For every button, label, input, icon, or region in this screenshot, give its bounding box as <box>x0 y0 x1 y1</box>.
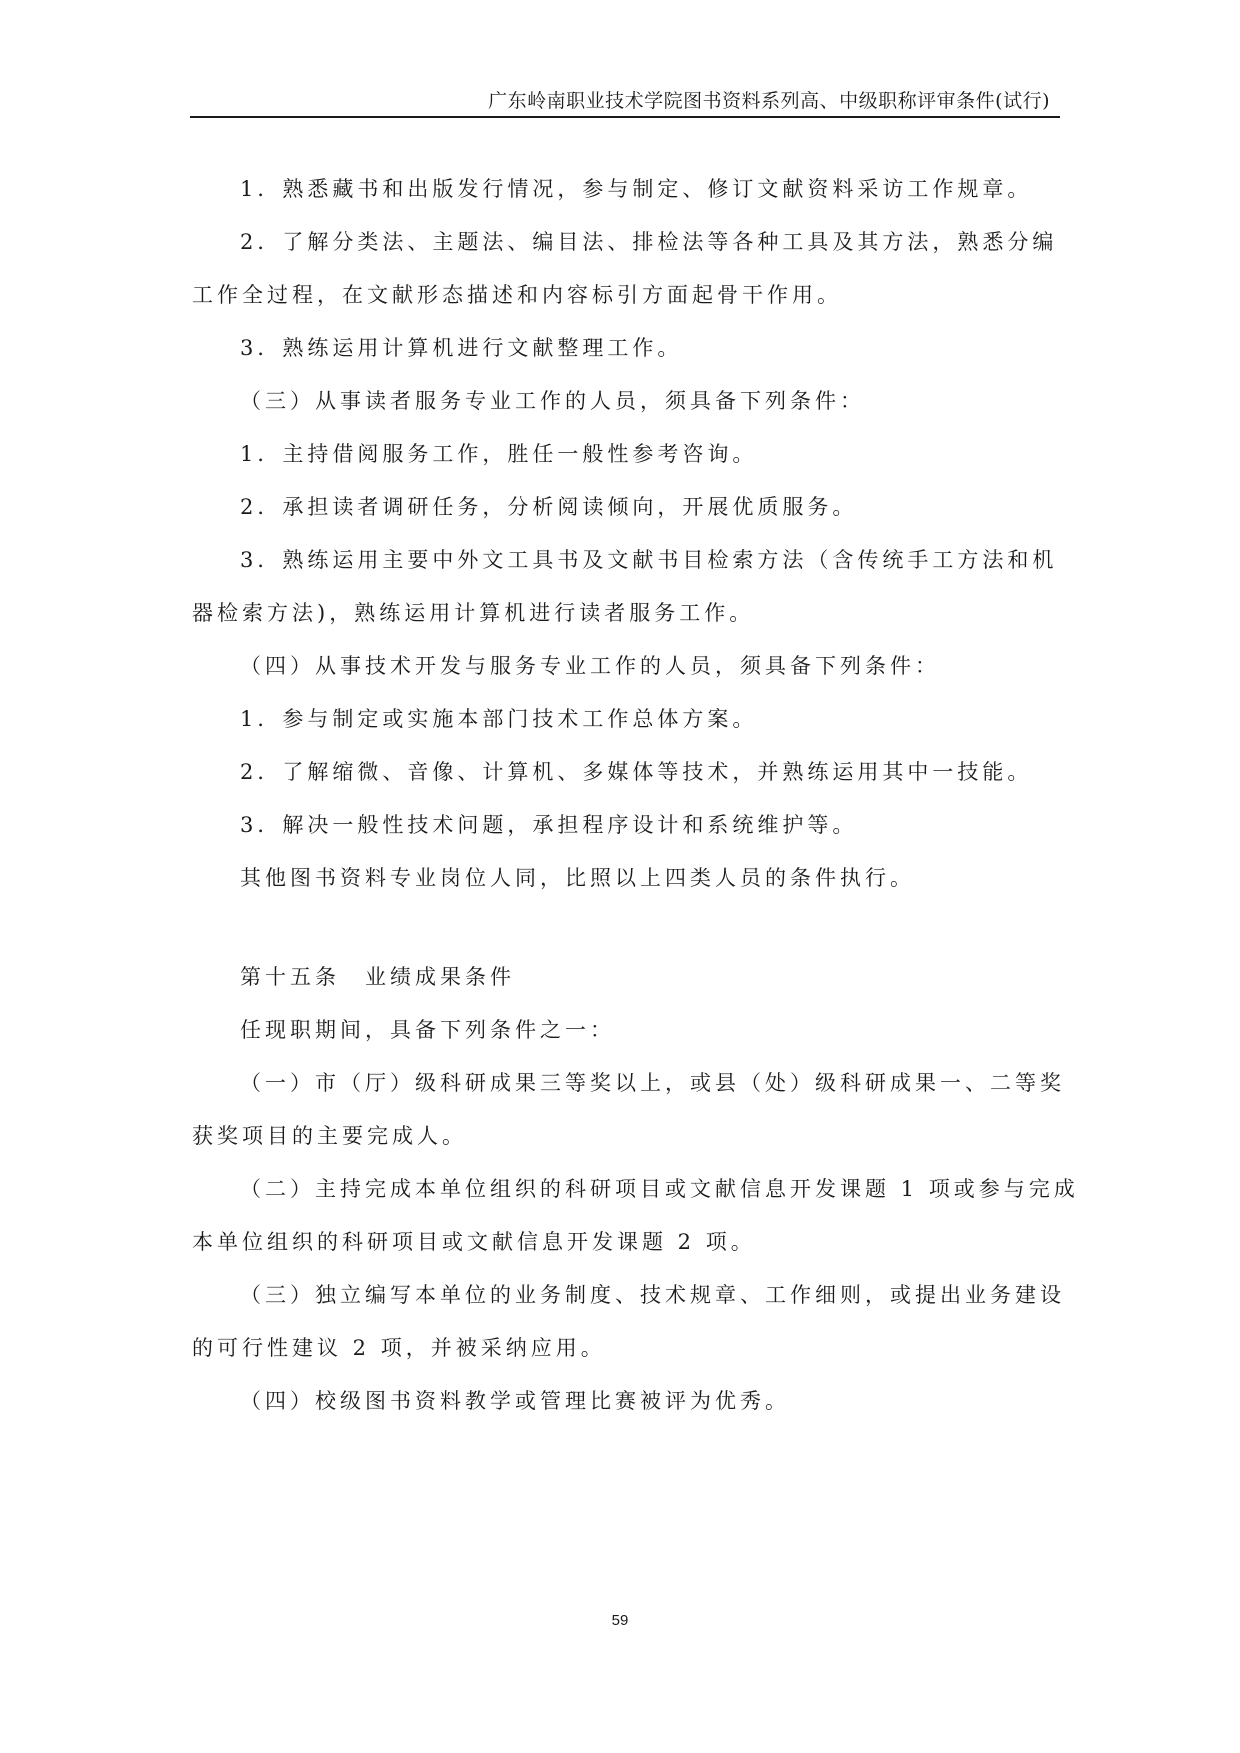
paragraph-line: 工作全过程，在文献形态描述和内容标引方面起骨干作用。 <box>192 283 842 307</box>
paragraph-line: 3．熟练运用计算机进行文献整理工作。 <box>240 336 683 360</box>
paragraph-line: （三）从事读者服务专业工作的人员，须具备下列条件： <box>240 389 865 413</box>
section-heading: 第十五条 业绩成果条件 <box>240 965 515 989</box>
paragraph-line: 2．承担读者调研任务，分析阅读倾向，开展优质服务。 <box>240 495 858 519</box>
paragraph-line: （一）市（厅）级科研成果三等奖以上，或县（处）级科研成果一、二等奖 <box>240 1071 1065 1095</box>
document-title: 广东岭南职业技术学院图书资料系列高、中级职称评审条件(试行) <box>488 90 1050 112</box>
paragraph-line: （二）主持完成本单位组织的科研项目或文献信息开发课题 1 项或参与完成 <box>240 1177 1079 1201</box>
paragraph-line: （四）从事技术开发与服务专业工作的人员，须具备下列条件： <box>240 654 940 678</box>
page-header <box>190 80 1060 118</box>
paragraph-line: 2．了解分类法、主题法、编目法、排检法等各种工具及其方法，熟悉分编 <box>240 230 1058 254</box>
paragraph-line: 2．了解缩微、音像、计算机、多媒体等技术，并熟练运用其中一技能。 <box>240 760 1033 784</box>
paragraph-line: 1．参与制定或实施本部门技术工作总体方案。 <box>240 707 758 731</box>
paragraph-line: 获奖项目的主要完成人。 <box>192 1124 467 1148</box>
paragraph-line: （四）校级图书资料教学或管理比赛被评为优秀。 <box>240 1389 790 1413</box>
paragraph-line: 本单位组织的科研项目或文献信息开发课题 2 项。 <box>192 1230 756 1254</box>
paragraph-line: 任现职期间，具备下列条件之一： <box>240 1018 615 1042</box>
paragraph-line: 3．熟练运用主要中外文工具书及文献书目检索方法（含传统手工方法和机 <box>240 548 1058 572</box>
paragraph-line: 器检索方法)，熟练运用计算机进行读者服务工作。 <box>192 601 755 625</box>
paragraph-line: （三）独立编写本单位的业务制度、技术规章、工作细则，或提出业务建设 <box>240 1283 1065 1307</box>
paragraph-line: 的可行性建议 2 项，并被采纳应用。 <box>192 1336 606 1360</box>
paragraph-line: 1．主持借阅服务工作，胜任一般性参考咨询。 <box>240 442 758 466</box>
page-number: 59 <box>611 1612 629 1629</box>
paragraph-line: 1．熟悉藏书和出版发行情况，参与制定、修订文献资料采访工作规章。 <box>240 177 1033 201</box>
paragraph-line: 3．解决一般性技术问题，承担程序设计和系统维护等。 <box>240 813 858 837</box>
paragraph-line: 其他图书资料专业岗位人同，比照以上四类人员的条件执行。 <box>240 866 915 890</box>
